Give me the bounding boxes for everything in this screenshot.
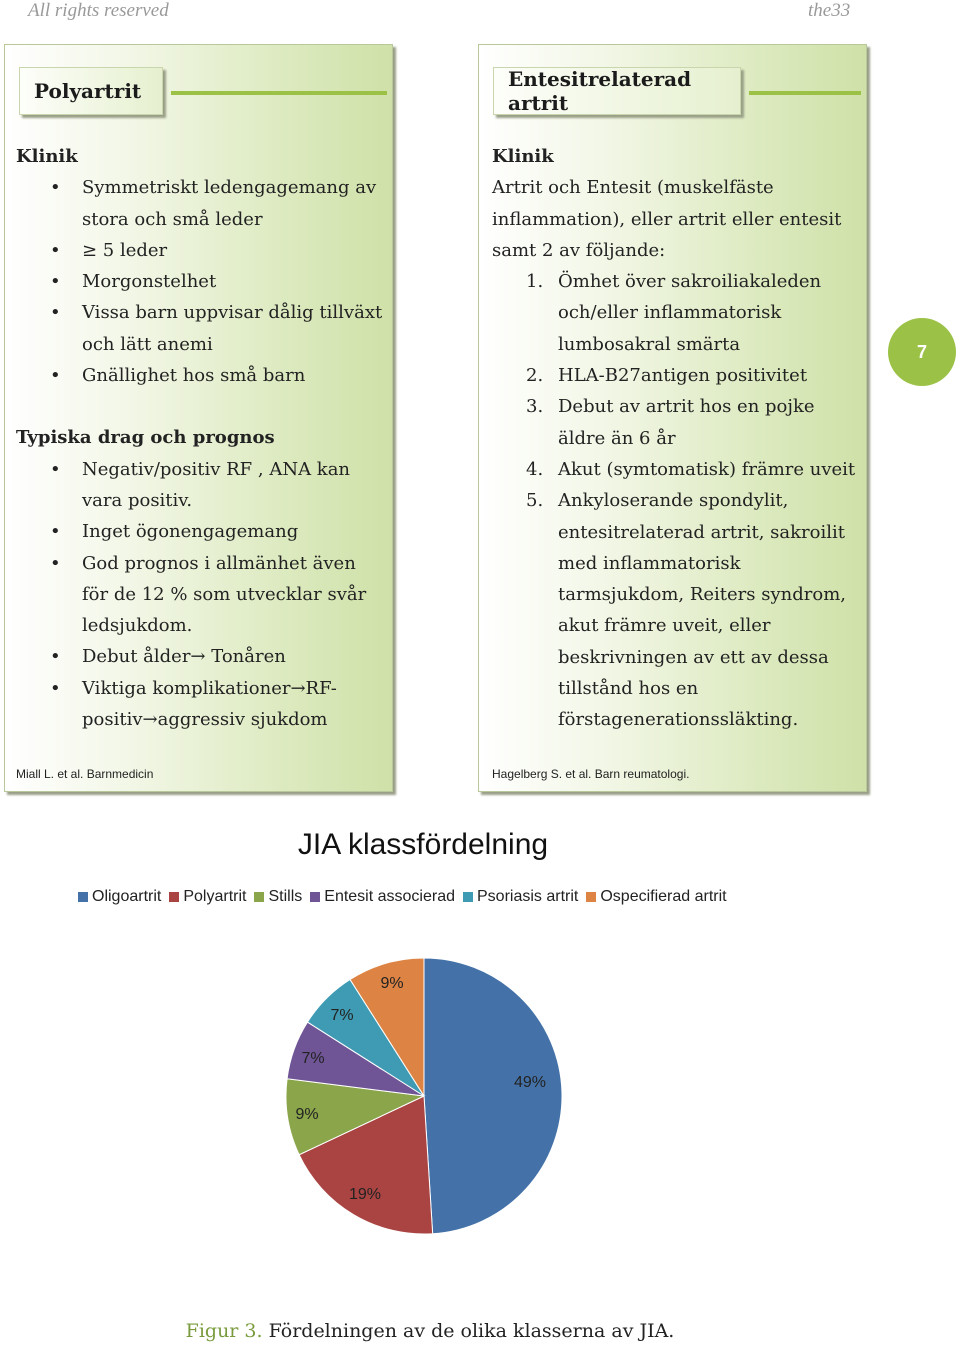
caption-text: Fördelningen av de olika klasserna av JIA. xyxy=(268,1320,675,1342)
polyartrit-title: Polyartrit xyxy=(19,67,163,115)
item-text: Akut (symtomatisk) främre uveit xyxy=(558,458,856,480)
list-item: • Morgonstelhet xyxy=(16,266,386,297)
section-heading: Klinik xyxy=(16,146,78,167)
page-number-badge: 7 xyxy=(888,318,956,386)
caption-label: Figur 3. xyxy=(185,1320,263,1342)
legend-label: Ospecifierad artrit xyxy=(600,888,727,905)
pie-data-label: 7% xyxy=(330,1007,354,1025)
item-text: HLA-B27antigen positivitet xyxy=(558,365,808,387)
section-heading: Klinik xyxy=(492,146,554,167)
list-item: • Debut ålder→ Tonåren xyxy=(16,641,386,672)
entesit-title: Entesitrelaterad artrit xyxy=(493,67,741,115)
item-number: 2. xyxy=(526,365,544,387)
list-item: • Inget ögonengagemang xyxy=(16,516,386,547)
pie-data-label: 49% xyxy=(513,1074,547,1092)
legend-label: Psoriasis artrit xyxy=(477,888,579,905)
chart-title: JIA klassfördelning xyxy=(297,828,549,861)
list-item: • Viktiga komplikationer→RF-positiv→aggressiv sjukdom xyxy=(16,673,386,736)
pie-data-label: 9% xyxy=(380,975,404,993)
header-left: All rights reserved xyxy=(28,0,169,21)
pie-data-label: 19% xyxy=(348,1186,382,1204)
section-heading: Typiska drag och prognos xyxy=(16,427,275,449)
item-text: Ömhet över sakroiliakaleden och/eller inflammatorisk lumbosakral smärta xyxy=(558,271,822,355)
intro-text: Artrit och Entesit (muskelfäste inflammation), eller artrit eller entesit samt 2 av följande: xyxy=(492,177,842,261)
source-citation: Miall L. et al. Barnmedicin xyxy=(16,767,154,781)
pie-data-label: 9% xyxy=(295,1106,319,1124)
list-item: • Vissa barn uppvisar dålig tillväxt och lätt anemi xyxy=(16,297,386,360)
list-item: • Symmetriskt ledengagemang av stora och små leder xyxy=(16,172,386,235)
legend-label: Oligoartrit xyxy=(92,888,162,905)
item-text: Debut av artrit hos en pojke äldre än 6 år xyxy=(558,396,815,449)
item-number: 1. xyxy=(526,271,544,293)
item-number: 5. xyxy=(526,490,544,512)
legend-label: Stills xyxy=(268,888,303,905)
list-item: • God prognos i allmänhet även för de 12 % som utvecklar svår ledsjukdom. xyxy=(16,548,386,642)
item-text: Ankyloserande spondylit, entesitrelaterad artrit, sakroilit med inflammatorisk tarmsjukdom, Reiters syndrom, akut främre uveit, eller beskrivningen av ett av dessa tillstånd hos en förstagenerationssläkting. xyxy=(558,490,846,731)
item-number: 4. xyxy=(526,458,544,480)
header-right: the33 xyxy=(808,0,851,21)
list-item: • Negativ/positiv RF , ANA kan vara positiv. xyxy=(16,454,386,517)
legend-label: Polyartrit xyxy=(183,888,247,905)
legend-label: Entesit associerad xyxy=(324,888,455,905)
pie-data-label: 7% xyxy=(301,1050,325,1068)
list-item: • Gnällighet hos små barn xyxy=(16,360,386,391)
list-item: • ≥ 5 leder xyxy=(16,235,386,266)
pie-slice xyxy=(424,958,562,1234)
source-citation: Hagelberg S. et al. Barn reumatologi. xyxy=(492,767,690,781)
figure-caption xyxy=(0,1320,860,1342)
item-number: 3. xyxy=(526,396,544,418)
